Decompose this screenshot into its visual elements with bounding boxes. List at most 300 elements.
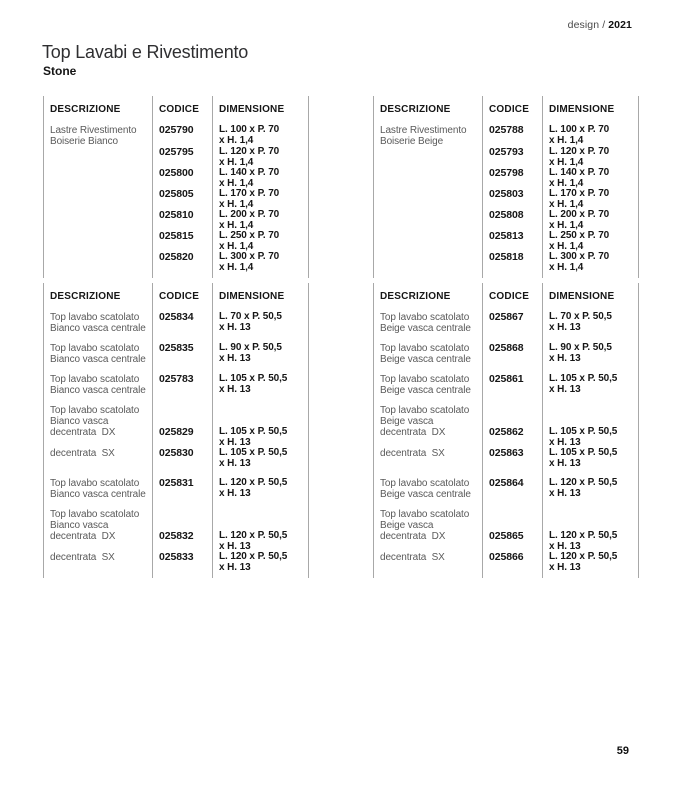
dimension-line: L. 105 x P. 50,5 — [219, 426, 288, 437]
table-row — [43, 448, 309, 469]
table-footer-cell — [152, 573, 212, 578]
table-row — [43, 500, 309, 531]
dimension-line: x H. 13 — [549, 487, 581, 499]
description-line: Bianco vasca centrale — [50, 354, 146, 365]
dimension-line: L. 120 x P. 50,5 — [219, 551, 288, 562]
dimension-line: L. 200 x P. 70 — [549, 209, 610, 220]
description-cell — [373, 552, 482, 573]
dimension-line: x H. 13 — [219, 383, 251, 395]
code-cell — [482, 125, 542, 147]
code-value: 025866 — [489, 551, 524, 563]
description-cell — [373, 210, 482, 231]
dimension-line: x H. 1,4 — [219, 219, 254, 231]
code-cell — [482, 312, 542, 334]
table-row — [373, 334, 639, 365]
dimension-line: L. 120 x P. 50,5 — [549, 530, 618, 541]
dimension-cell — [212, 231, 309, 252]
catalog-table-rivestimento-bianco — [43, 96, 309, 278]
catalog-table-rivestimento-beige — [373, 96, 639, 278]
column-header: DIMENSIONE — [542, 96, 639, 125]
edition-year: 2021 — [608, 19, 632, 31]
dimension-line: x H. 13 — [549, 561, 581, 573]
code-value: 025829 — [159, 426, 194, 438]
code-value: 025798 — [489, 167, 524, 179]
code-value: 025793 — [489, 146, 524, 158]
code-cell — [152, 189, 212, 210]
table-row — [43, 231, 309, 252]
dimension-cell — [542, 500, 639, 531]
dimension-line: x H. 1,4 — [549, 156, 584, 168]
code-cell — [482, 500, 542, 531]
dimension-line: L. 105 x P. 50,5 — [549, 447, 618, 458]
description-line: Lastre Rivestimento — [50, 125, 137, 136]
table-row — [373, 500, 639, 531]
dimension-line: x H. 1,4 — [549, 177, 584, 189]
code-value: 025867 — [489, 311, 524, 323]
dimension-cell — [542, 552, 639, 573]
dimension-line: x H. 13 — [219, 352, 251, 364]
catalog-table-top-lavabo-beige — [373, 283, 639, 578]
table-footer-row — [43, 573, 309, 578]
table-footer-cell — [482, 573, 542, 578]
table-header-row — [373, 96, 639, 125]
dimension-cell — [542, 396, 639, 427]
dimension-cell — [542, 365, 639, 396]
code-value: 025783 — [159, 373, 194, 385]
dimension-line: L. 100 x P. 70 — [549, 124, 610, 135]
description-line: decentrata DX — [380, 427, 446, 438]
description-cell — [43, 365, 152, 396]
dimension-line: L. 70 x P. 50,5 — [219, 311, 282, 322]
dimension-cell — [212, 189, 309, 210]
dimension-line: x H. 1,4 — [549, 240, 584, 252]
table-row — [373, 469, 639, 500]
dimension-line: L. 170 x P. 70 — [219, 188, 280, 199]
description-line: decentrata DX — [50, 427, 116, 438]
dimension-line: L. 90 x P. 50,5 — [549, 342, 612, 353]
dimension-line: x H. 13 — [219, 457, 251, 469]
dimension-line: x H. 13 — [549, 321, 581, 333]
dimension-line: x H. 13 — [549, 436, 581, 448]
description-cell — [43, 147, 152, 168]
description-cell — [373, 448, 482, 469]
code-cell — [482, 168, 542, 189]
table-row — [43, 252, 309, 273]
table-footer-cell — [43, 273, 152, 278]
table-row — [43, 469, 309, 500]
table-footer-row — [373, 573, 639, 578]
page-subtitle: Stone — [43, 64, 77, 78]
description-cell — [373, 125, 482, 147]
dimension-line: x H. 13 — [219, 540, 251, 552]
description-line: Beige vasca — [380, 520, 434, 531]
table-footer-row — [373, 273, 639, 278]
description-line: decentrata DX — [380, 531, 446, 542]
table-footer-cell — [212, 273, 309, 278]
dimension-line: L. 120 x P. 50,5 — [219, 477, 288, 488]
dimension-line: x H. 13 — [549, 457, 581, 469]
dimension-line: x H. 1,4 — [219, 261, 254, 273]
table-footer-cell — [212, 573, 309, 578]
description-cell — [373, 427, 482, 448]
description-line: Bianco vasca centrale — [50, 385, 146, 396]
dimension-cell — [212, 552, 309, 573]
dimension-cell — [542, 252, 639, 273]
dimension-line: x H. 13 — [549, 352, 581, 364]
dimension-line: x H. 13 — [549, 540, 581, 552]
dimension-line: L. 250 x P. 70 — [219, 230, 280, 241]
dimension-cell — [212, 147, 309, 168]
dimension-line: x H. 13 — [219, 487, 251, 499]
description-cell — [373, 469, 482, 500]
dimension-line: L. 105 x P. 50,5 — [549, 373, 618, 384]
code-value: 025790 — [159, 124, 194, 136]
page-title: Top Lavabi e Rivestimento — [42, 42, 249, 62]
description-line: decentrata SX — [380, 552, 445, 563]
column-header: CODICE — [152, 283, 212, 312]
description-cell — [43, 396, 152, 427]
description-cell — [373, 396, 482, 427]
description-line: decentrata DX — [50, 531, 116, 542]
description-cell — [43, 448, 152, 469]
description-line: Bianco vasca centrale — [50, 489, 146, 500]
dimension-cell — [542, 448, 639, 469]
description-line: Bianco vasca — [50, 416, 109, 427]
dimension-line: L. 300 x P. 70 — [219, 251, 280, 262]
table-header-row — [43, 96, 309, 125]
dimension-cell — [542, 147, 639, 168]
dimension-cell — [542, 168, 639, 189]
dimension-cell — [542, 125, 639, 147]
description-line: decentrata SX — [50, 552, 115, 563]
description-line: Beige vasca centrale — [380, 385, 471, 396]
description-cell — [43, 312, 152, 334]
dimension-cell — [542, 334, 639, 365]
description-cell — [373, 365, 482, 396]
description-line: decentrata SX — [380, 448, 445, 459]
code-cell — [152, 396, 212, 427]
code-value: 025813 — [489, 230, 524, 242]
table-row — [43, 168, 309, 189]
dimension-cell — [542, 427, 639, 448]
dimension-line: L. 105 x P. 50,5 — [549, 426, 618, 437]
description-cell — [373, 231, 482, 252]
code-value: 025805 — [159, 188, 194, 200]
dimension-line: L. 120 x P. 70 — [219, 146, 280, 157]
code-value: 025808 — [489, 209, 524, 221]
description-line: Beige vasca centrale — [380, 323, 471, 334]
table-footer-cell — [373, 573, 482, 578]
description-cell — [43, 531, 152, 552]
description-line: Top lavabo scatolato — [380, 312, 470, 323]
table-row — [43, 396, 309, 427]
dimension-line: x H. 1,4 — [549, 261, 584, 273]
table-footer-cell — [373, 273, 482, 278]
dimension-cell — [542, 531, 639, 552]
code-cell — [482, 427, 542, 448]
dimension-line: L. 140 x P. 70 — [219, 167, 280, 178]
dimension-cell — [212, 531, 309, 552]
code-value: 025818 — [489, 251, 524, 263]
code-cell — [482, 365, 542, 396]
code-cell — [152, 500, 212, 531]
dimension-cell — [212, 365, 309, 396]
description-line: Top lavabo scatolato — [380, 509, 470, 520]
description-cell — [373, 312, 482, 334]
code-cell — [482, 252, 542, 273]
dimension-line: L. 200 x P. 70 — [219, 209, 280, 220]
description-cell — [43, 125, 152, 147]
dimension-cell — [212, 334, 309, 365]
code-cell — [482, 448, 542, 469]
table-footer-cell — [482, 273, 542, 278]
code-value: 025863 — [489, 447, 524, 459]
description-line: decentrata SX — [50, 448, 115, 459]
table-row — [43, 427, 309, 448]
column-header: DIMENSIONE — [212, 96, 309, 125]
description-line: Top lavabo scatolato — [50, 343, 140, 354]
code-value: 025803 — [489, 188, 524, 200]
column-header: CODICE — [152, 96, 212, 125]
dimension-line: x H. 1,4 — [219, 240, 254, 252]
dimension-cell — [542, 312, 639, 334]
column-header: DESCRIZIONE — [43, 283, 152, 312]
table-row — [373, 210, 639, 231]
table-footer-cell — [542, 573, 639, 578]
code-value: 025830 — [159, 447, 194, 459]
dimension-line: L. 140 x P. 70 — [549, 167, 610, 178]
code-value: 025832 — [159, 530, 194, 542]
table-row — [43, 552, 309, 573]
code-value: 025833 — [159, 551, 194, 563]
dimension-cell — [542, 469, 639, 500]
code-value: 025834 — [159, 311, 194, 323]
dimension-line: x H. 1,4 — [219, 156, 254, 168]
table-row — [373, 147, 639, 168]
dimension-cell — [212, 448, 309, 469]
dimension-line: x H. 13 — [219, 321, 251, 333]
code-cell — [482, 189, 542, 210]
dimension-line: L. 105 x P. 50,5 — [219, 447, 288, 458]
table-row — [43, 147, 309, 168]
table-row — [43, 365, 309, 396]
code-value: 025835 — [159, 342, 194, 354]
table-row — [373, 396, 639, 427]
table-row — [43, 189, 309, 210]
description-cell — [43, 334, 152, 365]
dimension-line: x H. 1,4 — [219, 177, 254, 189]
description-cell — [373, 500, 482, 531]
code-value: 025800 — [159, 167, 194, 179]
dimension-cell — [542, 210, 639, 231]
code-value: 025831 — [159, 477, 194, 489]
code-value: 025864 — [489, 477, 524, 489]
description-cell — [43, 500, 152, 531]
table-row — [373, 365, 639, 396]
code-value: 025815 — [159, 230, 194, 242]
description-cell — [43, 231, 152, 252]
column-header: DESCRIZIONE — [373, 283, 482, 312]
column-header: DESCRIZIONE — [373, 96, 482, 125]
table-footer-cell — [43, 573, 152, 578]
dimension-line: x H. 1,4 — [549, 198, 584, 210]
description-line: Top lavabo scatolato — [380, 405, 470, 416]
code-value: 025862 — [489, 426, 524, 438]
code-cell — [152, 448, 212, 469]
description-cell — [373, 189, 482, 210]
description-cell — [43, 210, 152, 231]
column-header: CODICE — [482, 283, 542, 312]
page-number: 59 — [616, 745, 629, 757]
table-row — [373, 448, 639, 469]
description-cell — [373, 334, 482, 365]
description-line: Lastre Rivestimento — [380, 125, 467, 136]
dimension-line: x H. 1,4 — [549, 134, 584, 146]
description-line: Top lavabo scatolato — [50, 374, 140, 385]
description-cell — [43, 469, 152, 500]
dimension-line: x H. 1,4 — [219, 134, 254, 146]
dimension-line: x H. 13 — [219, 561, 251, 573]
description-cell — [43, 252, 152, 273]
code-cell — [152, 531, 212, 552]
table-row — [373, 125, 639, 147]
dimension-line: L. 250 x P. 70 — [549, 230, 610, 241]
dimension-line: x H. 1,4 — [219, 198, 254, 210]
table-row — [373, 189, 639, 210]
description-line: Top lavabo scatolato — [380, 343, 470, 354]
code-cell — [152, 147, 212, 168]
table-row — [373, 552, 639, 573]
table-row — [43, 312, 309, 334]
code-cell — [152, 231, 212, 252]
table-row — [373, 312, 639, 334]
description-line: Top lavabo scatolato — [50, 405, 140, 416]
dimension-line: L. 120 x P. 70 — [549, 146, 610, 157]
dimension-line: x H. 13 — [549, 383, 581, 395]
code-value: 025810 — [159, 209, 194, 221]
dimension-line: L. 120 x P. 50,5 — [549, 477, 618, 488]
code-cell — [482, 334, 542, 365]
table-row — [373, 231, 639, 252]
dimension-line: x H. 1,4 — [549, 219, 584, 231]
dimension-line: L. 170 x P. 70 — [549, 188, 610, 199]
table-row — [43, 210, 309, 231]
description-line: Beige vasca centrale — [380, 489, 471, 500]
code-cell — [482, 552, 542, 573]
dimension-cell — [542, 231, 639, 252]
dimension-line: L. 90 x P. 50,5 — [219, 342, 282, 353]
code-cell — [152, 334, 212, 365]
code-cell — [152, 312, 212, 334]
dimension-cell — [212, 125, 309, 147]
table-footer-row — [43, 273, 309, 278]
description-line: Top lavabo scatolato — [50, 312, 140, 323]
description-cell — [373, 252, 482, 273]
dimension-cell — [212, 252, 309, 273]
edition-label — [568, 19, 632, 31]
dimension-cell — [212, 396, 309, 427]
description-line: Beige vasca centrale — [380, 354, 471, 365]
column-header: CODICE — [482, 96, 542, 125]
code-cell — [482, 210, 542, 231]
code-cell — [482, 231, 542, 252]
dimension-cell — [212, 427, 309, 448]
description-cell — [373, 147, 482, 168]
dimension-line: L. 105 x P. 50,5 — [219, 373, 288, 384]
code-value: 025788 — [489, 124, 524, 136]
code-value: 025861 — [489, 373, 524, 385]
description-cell — [43, 427, 152, 448]
description-cell — [43, 552, 152, 573]
code-value: 025820 — [159, 251, 194, 263]
description-cell — [373, 531, 482, 552]
code-value: 025865 — [489, 530, 524, 542]
dimension-line: L. 120 x P. 50,5 — [549, 551, 618, 562]
description-line: Beige vasca — [380, 416, 434, 427]
code-cell — [152, 252, 212, 273]
description-line: Bianco vasca centrale — [50, 323, 146, 334]
code-cell — [482, 147, 542, 168]
description-cell — [373, 168, 482, 189]
dimension-cell — [212, 210, 309, 231]
dimension-cell — [212, 168, 309, 189]
description-line: Top lavabo scatolato — [380, 374, 470, 385]
code-cell — [482, 531, 542, 552]
dimension-cell — [212, 500, 309, 531]
description-line: Bianco vasca — [50, 520, 109, 531]
description-cell — [43, 189, 152, 210]
column-header: DESCRIZIONE — [43, 96, 152, 125]
code-value: 025795 — [159, 146, 194, 158]
table-header-row — [43, 283, 309, 312]
dimension-cell — [542, 189, 639, 210]
edition-prefix: design / — [567, 19, 609, 31]
code-cell — [152, 365, 212, 396]
code-cell — [152, 552, 212, 573]
dimension-cell — [212, 469, 309, 500]
code-cell — [152, 427, 212, 448]
dimension-line: x H. 13 — [219, 436, 251, 448]
column-header: DIMENSIONE — [542, 283, 639, 312]
dimension-line: L. 70 x P. 50,5 — [549, 311, 612, 322]
table-row — [373, 168, 639, 189]
description-line: Top lavabo scatolato — [50, 478, 140, 489]
table-footer-cell — [152, 273, 212, 278]
dimension-line: L. 120 x P. 50,5 — [219, 530, 288, 541]
code-cell — [152, 168, 212, 189]
table-row — [43, 125, 309, 147]
code-value: 025868 — [489, 342, 524, 354]
description-line: Boiserie Beige — [380, 136, 444, 147]
table-footer-cell — [542, 273, 639, 278]
dimension-line: L. 100 x P. 70 — [219, 124, 280, 135]
table-row — [373, 252, 639, 273]
column-header: DIMENSIONE — [212, 283, 309, 312]
table-row — [373, 531, 639, 552]
table-row — [43, 334, 309, 365]
table-row — [43, 531, 309, 552]
code-cell — [152, 125, 212, 147]
table-row — [373, 427, 639, 448]
description-line: Boiserie Bianco — [50, 136, 118, 147]
description-line: Top lavabo scatolato — [50, 509, 140, 520]
code-cell — [482, 396, 542, 427]
dimension-cell — [212, 312, 309, 334]
description-cell — [43, 168, 152, 189]
code-cell — [152, 469, 212, 500]
code-cell — [152, 210, 212, 231]
code-cell — [482, 469, 542, 500]
